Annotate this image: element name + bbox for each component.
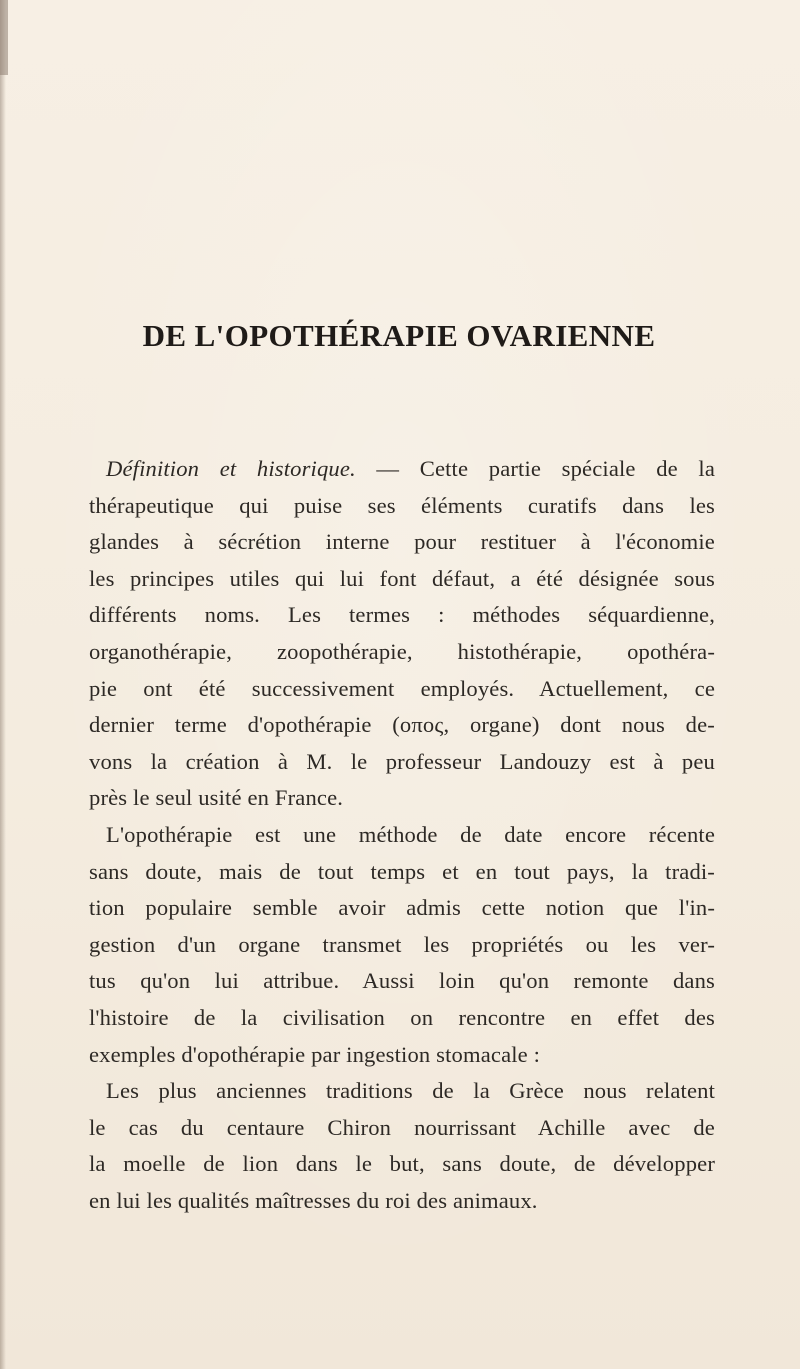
- text-line-10: près le seul usité en France.: [89, 785, 344, 811]
- text-line-6: organothérapie, zoopothérapie, histothérapie, opothéra-: [89, 638, 715, 664]
- text-line-8: dernier terme d'opothérapie (oπoς, organe) dont nous de-: [89, 712, 715, 738]
- page-edge-shadow: [0, 0, 6, 1369]
- text-line-18: Les plus anciennes traditions de la Grèce nous relatent: [106, 1078, 715, 1104]
- text-line-14: gestion d'un organe transmet les propriétés ou les ver-: [89, 931, 715, 957]
- text-line-1: [89, 451, 715, 488]
- text-line-13: tion populaire semble avoir admis cette notion que l'in-: [89, 895, 715, 921]
- text-line-9: vons la création à M. le professeur Landouzy est à peu: [89, 748, 715, 774]
- body-text: [89, 451, 715, 1219]
- text-line-15: tus qu'on lui attribue. Aussi loin qu'on remonte dans: [89, 968, 715, 994]
- text-line-20: la moelle de lion dans le but, sans doute, de développer: [89, 1151, 715, 1177]
- text-line-16: l'histoire de la civilisation on rencontre en effet des: [89, 1004, 715, 1030]
- text-line-21: en lui les qualités maîtresses du roi des animaux.: [89, 1187, 538, 1213]
- text-line-5: différents noms. Les termes : méthodes séquardienne,: [89, 602, 715, 628]
- text-line-7: pie ont été successivement employés. Actuellement, ce: [89, 675, 715, 701]
- chapter-title: DE L'OPOTHÉRAPIE OVARIENNE: [142, 318, 656, 353]
- text-line-11: L'opothérapie est une méthode de date encore récente: [106, 821, 715, 847]
- text-line-1-rest: — Cette partie spéciale de la: [355, 456, 715, 481]
- section-heading-italic: Définition et historique.: [106, 456, 356, 481]
- text-line-12: sans doute, mais de tout temps et en tout pays, la tradi-: [89, 858, 715, 884]
- text-line-17: exemples d'opothérapie par ingestion stomacale :: [89, 1041, 541, 1067]
- text-line-3: glandes à sécrétion interne pour restituer à l'économie: [89, 529, 715, 555]
- text-line-4: les principes utiles qui lui font défaut, a été désignée sous: [89, 565, 715, 591]
- text-line-19: le cas du centaure Chiron nourrissant Achille avec de: [89, 1114, 715, 1140]
- binding-mark: [0, 0, 8, 75]
- text-line-2: thérapeutique qui puise ses éléments curatifs dans les: [89, 492, 715, 518]
